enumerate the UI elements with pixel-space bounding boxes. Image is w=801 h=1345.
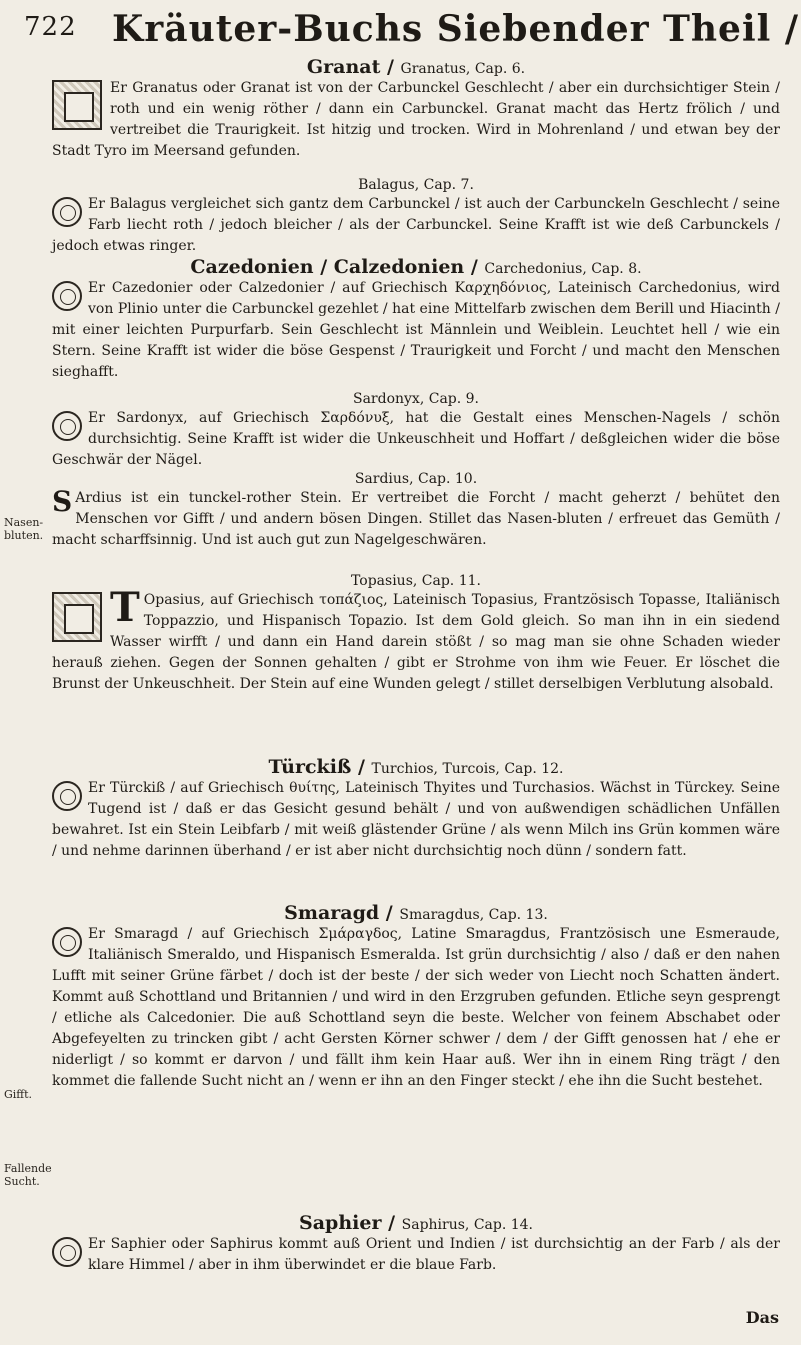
section-smaragd bbox=[52, 902, 780, 1092]
section-body: Er Saphier oder Saphirus kommt auß Orient und Indien / ist durchsichtig an der Farb / als der klare Himmel / aber in ihm überwindet er die blaue Farb. bbox=[52, 1234, 780, 1276]
section-title: Saphier / Saphirus, Cap. 14. bbox=[299, 1212, 533, 1234]
page-header bbox=[24, 8, 799, 52]
catchword: Das bbox=[745, 1308, 779, 1327]
initial-letter-t: T bbox=[110, 584, 140, 631]
section-title: Cazedonien / Calzedonien / Carchedonius, Cap. 8. bbox=[190, 256, 642, 278]
section-title: Balagus, Cap. 7. bbox=[358, 177, 474, 193]
section-title: Sardius, Cap. 10. bbox=[354, 471, 478, 487]
woodcut-initial bbox=[52, 80, 102, 130]
section-title: Topasius, Cap. 11. bbox=[351, 573, 481, 589]
section-body: Er Cazedonier oder Calzedonier / auf Griechisch Καρχηδόνιος, Lateinisch Carchedonius, wird von Plinio unter die Carbunckel gezehlet / hat eine Mittelfarb zwischen dem Berill und Hiacinth / mit einer leichten Purpurfarb. Sein Geschlecht ist Männlein und Weiblein. Leuchtet hell / wie ein Stern. Seine Krafft ist wider die böse Gespenst / Traurigkeit und Forcht / und macht den Menschen sieghafft. bbox=[52, 280, 780, 380]
section-body: T Opasius, auf Griechisch τοπάζιος, Lateinisch Topasius, Frantzösisch Topasse, Italiänisch Toppazzio, und Hispanisch Topazio. Ist dem Gold gleich. So man ihn in ein siedend Wasser wirfft / und dann ein Hand darein stößt / so mag man sie ohne Schaden wieder herauß ziehen. Gegen der Sonnen gehalten / gibt er Strohme von ihm wie Feuer. Er löschet die Brunst der Unkeuschheit. Der Stein auf eine Wunden gelegt / stillet derselbigen Verblutung alsobald. bbox=[52, 584, 780, 692]
section-balagus bbox=[52, 172, 780, 257]
section-body: Er Sardonyx, auf Griechisch Σαρδόνυξ, hat die Gestalt eines Menschen-Nagels / schön durchsichtig. Seine Krafft ist wider die Unkeuschheit und Hoffart / deßgleichen wider die böse Geschwär der Nägel. bbox=[52, 410, 780, 468]
margin-note-gifft: Gifft. bbox=[4, 1088, 33, 1101]
section-granat bbox=[52, 56, 780, 162]
section-sardius bbox=[52, 466, 780, 551]
ornamental-initial bbox=[52, 1237, 82, 1267]
ornamental-initial bbox=[52, 927, 82, 957]
section-cazedonien bbox=[52, 256, 780, 383]
section-topasius bbox=[52, 568, 780, 695]
running-title: Kräuter-Buchs Siebender Theil / bbox=[112, 8, 799, 50]
section-body: Er Türckiß / auf Griechisch θυίτης, Lateinisch Thyites und Turchasios. Wächst in Türckey. Seine Tugend ist / daß er das Gesicht gesund behält / und von außwendigen schädlichen Unfällen bewahret. Ist ein Stein Leibfarb / mit weiß glästender Grüne / als wenn Milch ins Grün kommen wäre / und nehme darinnen überhand / er ist aber nicht durchsichtig noch dünn / sondern fatt. bbox=[52, 780, 780, 859]
margin-note-fallende-sucht: Fallende Sucht. bbox=[4, 1162, 52, 1188]
ornamental-initial bbox=[52, 781, 82, 811]
ornamental-initial bbox=[52, 197, 82, 227]
section-body: Er Granatus oder Granat ist von der Carbunckel Geschlecht / aber ein durchsichtiger Stein / roth und ein wenig röther / dann ein Carbunckel. Granat macht das Hertz frölich / und vertreibet die Traurigkeit. Ist hitzig und trocken. Wird in Mohrenland / und etwan bey der Stadt Tyro im Meersand gefunden. bbox=[52, 80, 780, 159]
woodcut-initial bbox=[52, 592, 102, 642]
section-saphier bbox=[52, 1212, 780, 1276]
section-body: Er Smaragd / auf Griechisch Σμάραγδος, Latine Smaragdus, Frantzösisch une Esmeraude, Italiänisch Smeraldo, und Hispanisch Esmeralda. Ist grün durchsichtig / also / daß er den nahen Lufft mit seiner Grüne färbet / doch ist der beste / der sich weder von Liecht noch Schatten ändert. Kommt auß Schottland und Britannien / und wird in den Erzgruben gefunden. Etliche seyn gesprengt / etliche als Calcedonier. Die auß Schottland seyn die beste. Welcher von feinem Abschabet oder Abgefeyelten zu trincken gibt / acht Gersten Körner schwer / dem / der Gifft genossen hat / ehe er niderligt / so kommt er darvon / und fällt ihm kein Haar auß. Wer ihn in einem Ring trägt / den kommet die fallende Sucht nicht an / wenn er ihn an den Finger steckt / ehe ihn die Sucht bestehet. bbox=[52, 926, 780, 1089]
section-body: S Ardius ist ein tunckel-rother Stein. Er vertreibet die Forcht / macht geherzt / behütet den Menschen vor Gifft / und andern bösen Dingen. Stillet das Nasen-bluten / erfreuet das Gemüth / macht scharffsinnig. Und ist auch gut zun Nagelgeschwären. bbox=[52, 485, 780, 548]
section-title: Türckiß / Turchios, Turcois, Cap. 12. bbox=[268, 756, 564, 778]
ornamental-initial bbox=[52, 281, 82, 311]
initial-letter-s: S bbox=[52, 485, 73, 518]
margin-note-nasenbluten: Nasen-bluten. bbox=[4, 516, 44, 542]
section-title: Sardonyx, Cap. 9. bbox=[352, 391, 480, 407]
section-body: Er Balagus vergleichet sich gantz dem Carbunckel / ist auch der Carbunckeln Geschlecht / seine Farb liecht roth / jedoch bleicher / als der Carbunckel. Seine Krafft ist wie deß Carbunckels / jedoch etwas ringer. bbox=[52, 196, 780, 254]
section-tuerckiss bbox=[52, 756, 780, 862]
section-title: Granat / Granatus, Cap. 6. bbox=[306, 56, 526, 78]
section-sardonyx bbox=[52, 386, 780, 471]
section-title: Smaragd / Smaragdus, Cap. 13. bbox=[284, 902, 548, 924]
page-number: 722 bbox=[24, 12, 77, 42]
ornamental-initial bbox=[52, 411, 82, 441]
